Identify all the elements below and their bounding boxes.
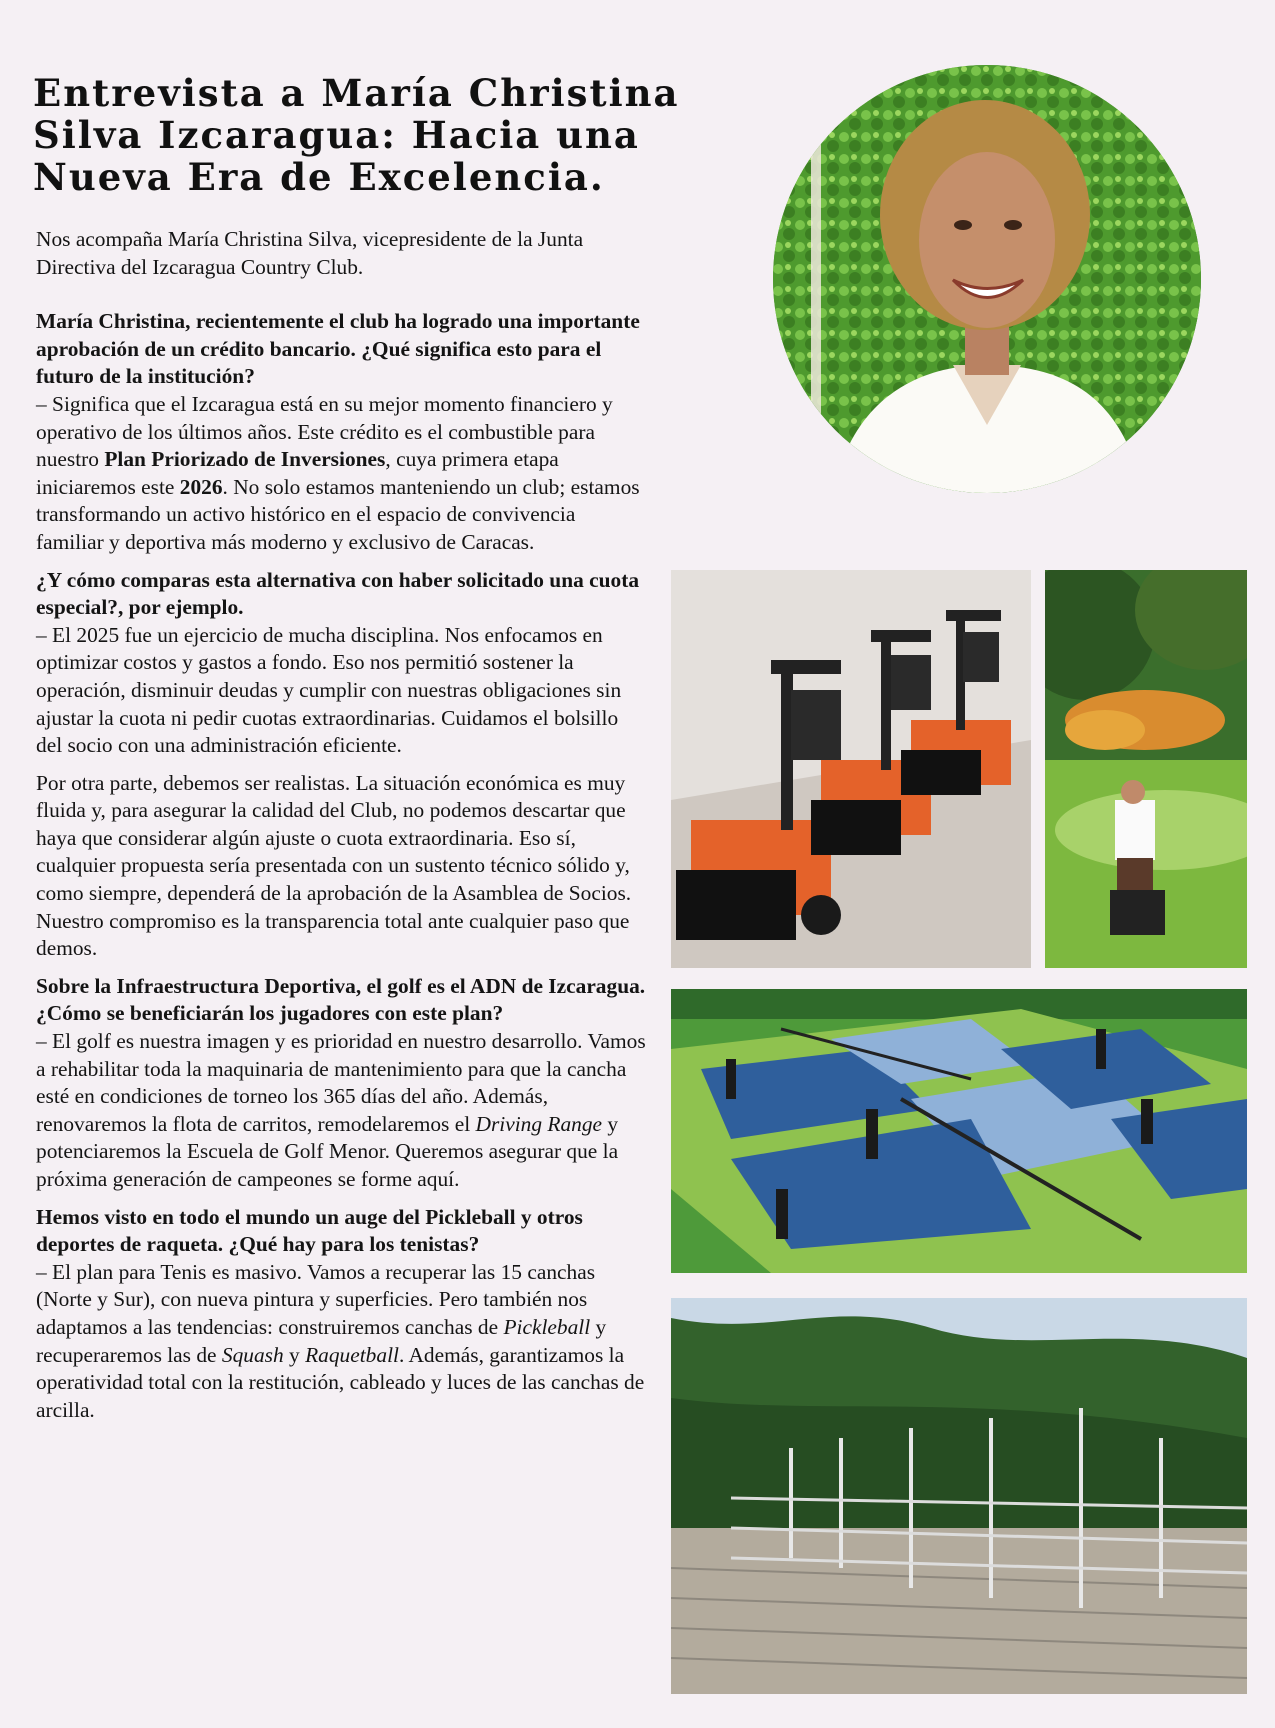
intro-paragraph: Nos acompaña María Christina Silva, vicepresidente de la Junta Directiva del Izcaragua Country Club. [36, 227, 584, 279]
article-title: Entrevista a María Christina Silva Izcaragua: Hacia una Nueva Era de Excelencia. [33, 71, 680, 199]
answer-3: – El golf es nuestra imagen y es prioridad en nuestro desarrollo. Vamos a rehabilitar toda la maquinaria de mantenimiento para que la cancha esté en condiciones de torneo los 365 días del año. Además, renovaremos la flota de carritos, remodelaremos el Driving Range y potenciaremos la Escuela de Golf Menor. Queremos asegurar que la próxima generación de campeones se forme aquí. [36, 1029, 646, 1191]
answer-2: – El 2025 fue un ejercicio de mucha disciplina. Nos enfocamos en optimizar costos y gastos a fondo. Eso nos permitió sostener la operación, disminuir deudas y cumplir con nuestras obligaciones sin ajustar la cuota ni pedir cuotas extraordinarias. Cuidamos el bolsillo del socio con una administración eficiente. [36, 622, 622, 758]
clay-tennis-courts-photo [671, 1298, 1247, 1694]
golf-green-mowing-photo [1045, 570, 1247, 968]
answer-1: – Significa que el Izcaragua está en su mejor momento financiero y operativo de los últimos años. Este crédito es el combustible para nuestro Plan Priorizado de Inversiones, cuya primera etapa iniciaremos este 2026. No solo estamos manteniendo un club; estamos transformando un activo histórico en el espacio de convivencia familiar y deportiva más moderno y exclusivo de Caracas. [36, 391, 640, 554]
pickleball-courts-photo [671, 989, 1247, 1273]
answer-4: – El plan para Tenis es masivo. Vamos a recuperar las 15 canchas (Norte y Sur), con nueva pintura y superficies. Pero también nos adaptamos a las tendencias: construiremos canchas de Pickleball y recuperaremos las de Squash y Raquetball. Además, garantizamos la operatividad total con la restitución, cableado y luces de las canchas de arcilla. [36, 1259, 645, 1422]
question-3: Sobre la Infraestructura Deportiva, el golf es el ADN de Izcaragua. ¿Cómo se beneficiarán los jugadores con este plan? [36, 973, 646, 1026]
article-body [36, 226, 646, 1434]
question-1: María Christina, recientemente el club ha logrado una importante aprobación de un crédito bancario. ¿Qué significa esto para el futuro de la institución? [36, 309, 640, 389]
question-4: Hemos visto en todo el mundo un auge del Pickleball y otros deportes de raqueta. ¿Qué hay para los tenistas? [36, 1204, 583, 1257]
portrait-photo [773, 65, 1201, 493]
greens-mowers-photo [671, 570, 1031, 968]
question-2: ¿Y cómo comparas esta alternativa con haber solicitado una cuota especial?, por ejemplo. [36, 567, 640, 620]
answer-2-continued: Por otra parte, debemos ser realistas. La situación económica es muy fluida y, para asegurar la calidad del Club, no podemos descartar que haya que considerar algún ajuste o cuota extraordinaria. Eso sí, cualquier propuesta sería presentada con un sustento técnico sólido y, como siempre, dependerá de la aprobación de la Asamblea de Socios. Nuestro compromiso es la transparencia total ante cualquier paso que demos. [36, 770, 632, 961]
